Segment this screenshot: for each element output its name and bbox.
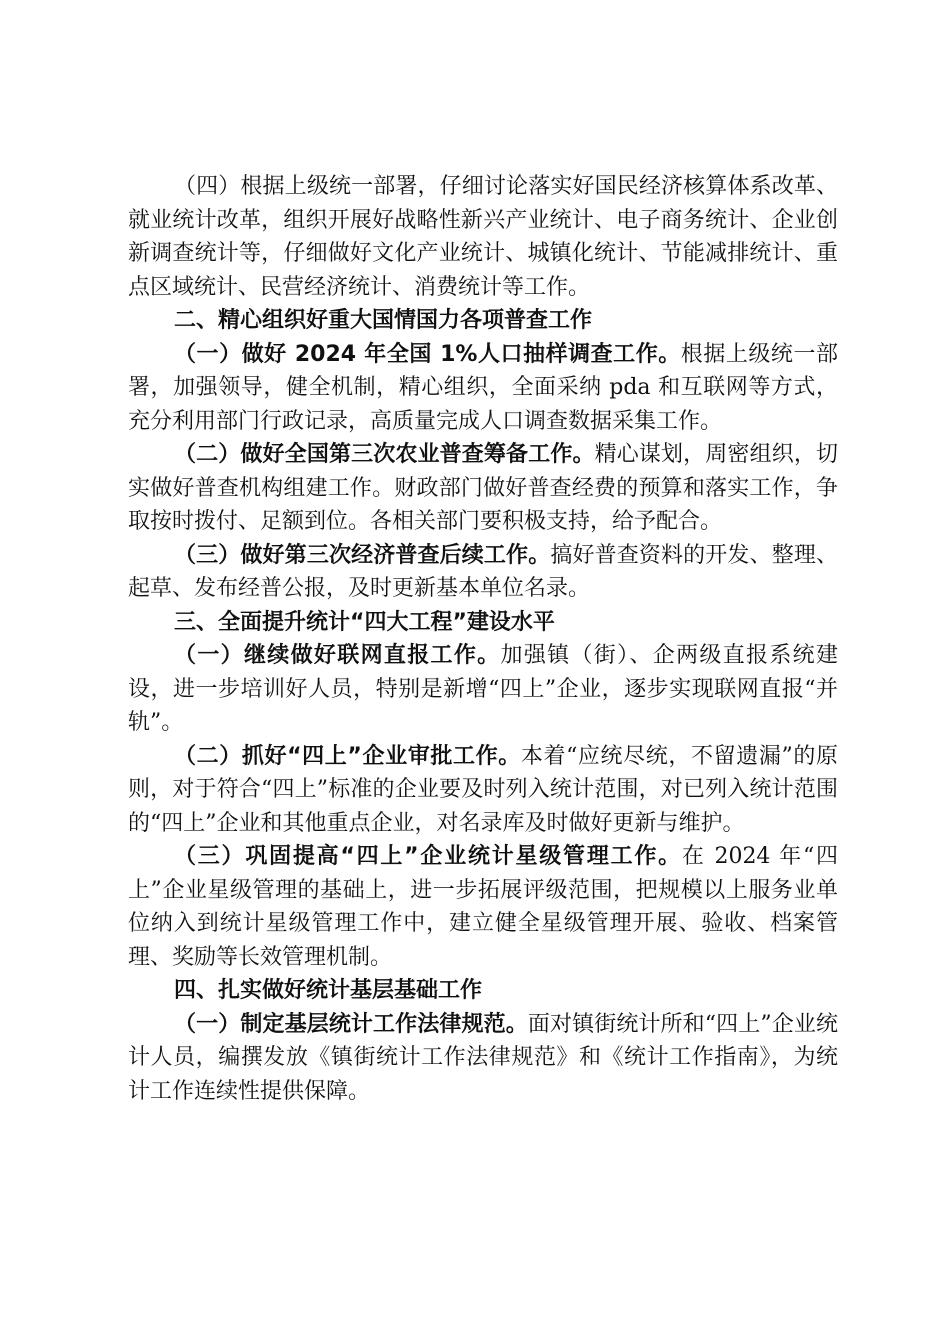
paragraph-1-text: （四）根据上级统一部署，仔细讨论落实好国民经济核算体系改革、就业统计改革，组织开展好战略性新兴产业统计、电子商务统计、企业创新调查统计等，仔细做好文化产业统计、城镇化统计、节能减排统计、重点区域统计、民营经济统计、消费统计等工作。 [128,174,838,300]
section-heading-2: 二、精心组织好重大国情国力各项普查工作 [174,308,593,333]
paragraph-3-3 [128,840,838,974]
paragraph-2-1-lead: （一）做好 2024 年全国 1%人口抽样调查工作。 [174,341,681,367]
paragraph-2-1 [128,338,838,439]
paragraph-1 [128,170,838,304]
paragraph-3-2-lead: （二）抓好“四上”企业审批工作。 [174,743,521,769]
paragraph-3-2 [128,740,838,841]
paragraph-3-1-lead: （一）继续做好联网直报工作。 [174,643,501,668]
section-heading-4: 四、扎实做好统计基层基础工作 [174,978,483,1003]
paragraph-4-1-lead: （一）制定基层统计工作法律规范。 [174,1011,528,1037]
paragraph-3-3-text: 在 2024 年“四上”企业星级管理的基础上，进一步拓展评级范围，把规模以上服务业单位纳入到统计星级管理工作中，建立健全星级管理开展、验收、档案管理、奖励等长效管理机制。 [128,844,838,970]
paragraph-2-1-text: 根据上级统一部署，加强领导，健全机制，精心组织，全面采纳 pda 和互联网等方式，充分利用部门行政记录，高质量完成人口调查数据采集工作。 [128,341,838,434]
paragraph-3-2-text: 本着“应统尽统，不留遗漏”的原则，对于符合“四上”标准的企业要及时列入统计范围，对已列入统计范围的“四上”企业和其他重点企业，对名录库及时做好更新与维护。 [128,743,838,836]
paragraph-3-1-text: 加强镇（街）、企两级直报系统建设，进一步培训好人员，特别是新增“四上”企业，逐步实现联网直报“并轨”。 [128,643,838,735]
section-heading-3: 三、全面提升统计“四大工程”建设水平 [174,609,555,635]
paragraph-3-3-lead: （三）巩固提高“四上”企业统计星级管理工作。 [174,844,682,869]
paragraph-2-3-lead: （三）做好第三次经济普查后续工作。 [174,542,551,568]
paragraph-2-2-lead: （二）做好全国第三次农业普查筹备工作。 [174,442,595,467]
document-body [128,170,838,1108]
paragraph-2-2-text: 精心谋划，周密组织，切实做好普查机构组建工作。财政部门做好普查经费的预算和落实工作，争取按时拨付、足额到位。各相关部门要积极支持，给予配合。 [128,442,838,534]
paragraph-3-1 [128,639,838,740]
paragraph-2-2 [128,438,838,539]
paragraph-2-3 [128,539,838,606]
paragraph-2-3-text: 搞好普查资料的开发、整理、起草、发布经普公报，及时更新基本单位名录。 [128,542,838,601]
paragraph-4-1-text: 面对镇街统计所和“四上”企业统计人员，编撰发放《镇街统计工作法律规范》和《统计工作指南》，为统计工作连续性提供保障。 [128,1011,838,1104]
paragraph-4-1 [128,1008,838,1109]
